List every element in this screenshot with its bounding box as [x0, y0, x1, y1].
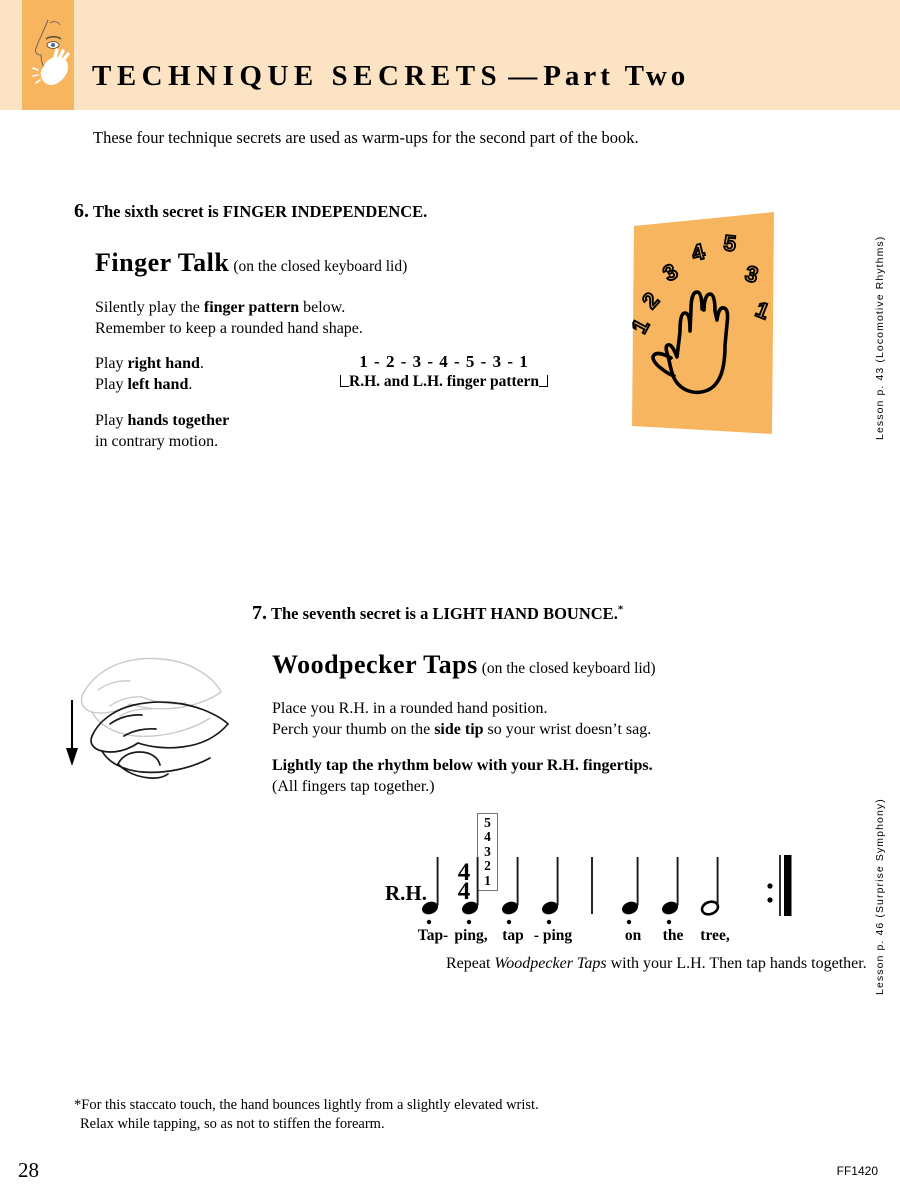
woodpecker-instruction-line-2: [272, 719, 651, 740]
note-7-half: [700, 857, 720, 916]
play-together-prefix: Play: [95, 412, 128, 429]
lyric-syllable: Tap-: [417, 927, 449, 944]
tap-rhythm-bold-text: Lightly tap the rhythm below with your R.H. fingertips.: [272, 757, 653, 774]
staccato-dot: [667, 920, 671, 924]
music-notation: [385, 805, 840, 955]
page-header: [0, 0, 900, 110]
woodpecker-tap-instructions: [272, 755, 653, 797]
notation-hand-label: R.H.: [385, 881, 427, 905]
instruction-text-c: below.: [299, 299, 346, 316]
note-5-quarter: [620, 857, 640, 924]
repeat-dot-upper: [767, 883, 772, 888]
instruction-text-a: Silently play the: [95, 299, 204, 316]
play-hands-together-line: [95, 410, 229, 431]
section-6-number: 6.: [74, 200, 89, 222]
fingering-digit-1: 1: [484, 872, 491, 888]
panel-number-4: 4: [689, 238, 708, 266]
repeat-dot-lower: [767, 897, 772, 902]
hand-bounce-drawing-icon: [58, 648, 263, 783]
fingering-digit-5: 5: [484, 815, 491, 830]
tap-rhythm-bold-line: [272, 755, 653, 776]
footnote-line-1: *For this staccato touch, the hand bounces lightly from a slightly elevated wrist.: [74, 1097, 539, 1113]
thumb-instruction-prefix: Perch your thumb on the: [272, 721, 435, 738]
repeat-suffix: with your L.H. Then tap hands together.: [606, 955, 867, 972]
play-hands-together-instruction: [95, 410, 229, 452]
note-1-quarter: [420, 857, 440, 924]
play-rh-prefix: Play: [95, 355, 128, 372]
woodpecker-taps-title-text: Woodpecker Taps: [272, 650, 478, 679]
staccato-dot: [547, 920, 551, 924]
staccato-dot: [427, 920, 431, 924]
time-signature-top: 4: [457, 859, 471, 886]
panel-number-1b: 1: [752, 296, 773, 325]
fingering-digit-4: 4: [484, 829, 491, 845]
contrary-motion-line: in contrary motion.: [95, 433, 219, 450]
play-lh-emphasis: left hand: [127, 376, 189, 393]
finger-talk-title-text: Finger Talk: [95, 248, 230, 277]
fingering-digit-2: 2: [484, 858, 491, 874]
section-6-heading-text: The sixth secret is FINGER INDEPENDENCE.: [93, 202, 428, 221]
finger-talk-instruction-line-2: Remember to keep a rounded hand shape.: [95, 320, 363, 337]
play-together-emphasis: hands together: [127, 412, 230, 429]
finger-pattern-emphasis: finger pattern: [203, 299, 300, 316]
lyric-syllable: on: [624, 927, 642, 944]
tap-rhythm-note-line: (All fingers tap together.): [272, 778, 435, 795]
side-label-lesson-46: Lesson p. 46 (Surprise Symphony): [874, 798, 886, 995]
section-6-heading: [74, 200, 427, 223]
finger-talk-subtitle: (on the closed keyboard lid): [233, 258, 408, 275]
catalog-number: FF1420: [836, 1164, 878, 1178]
staccato-dot: [467, 920, 471, 924]
play-lh-prefix: Play: [95, 376, 128, 393]
note-3-quarter: [500, 857, 520, 924]
finger-talk-title: [95, 248, 407, 278]
repeat-title-italic: Woodpecker Taps: [494, 955, 607, 972]
panel-number-3b: 3: [742, 260, 761, 288]
staccato-dot: [627, 920, 631, 924]
lyric-syllable: the: [662, 927, 684, 944]
page-title: [92, 60, 689, 93]
panel-number-3: 3: [658, 258, 683, 287]
finger-pattern-label-row: [328, 373, 560, 391]
time-signature-bottom: 4: [457, 878, 471, 905]
section-7-number: 7.: [252, 602, 267, 624]
play-rh-suffix: .: [199, 355, 204, 372]
panel-number-1: 1: [628, 314, 655, 338]
repeat-instruction: [446, 955, 867, 973]
intro-text: These four technique secrets are used as warm-ups for the second part of the book.: [93, 128, 639, 147]
note-2-quarter: [460, 857, 480, 924]
notation-staff: [385, 805, 840, 925]
woodpecker-instruction-line-1: Place you R.H. in a rounded hand position.: [272, 700, 548, 717]
notation-lyrics: [385, 927, 840, 949]
play-left-hand-line: [95, 374, 204, 395]
lyric-syllable: - ping: [533, 927, 573, 944]
finger-pattern-digits: 1 - 2 - 3 - 4 - 5 - 3 - 1: [359, 352, 529, 371]
lyric-syllable: ping,: [454, 927, 488, 944]
lyric-syllable: tree,: [700, 927, 730, 944]
repeat-thick-line: [784, 855, 792, 916]
bracket-right-icon: [539, 375, 548, 387]
footnote: [74, 1096, 539, 1134]
whisper-face-hand-icon: [22, 0, 74, 110]
woodpecker-taps-subtitle: (on the closed keyboard lid): [481, 660, 656, 677]
page-title-dash: —: [508, 60, 538, 92]
page-number: 28: [18, 1158, 39, 1182]
side-tip-emphasis: side tip: [434, 721, 484, 738]
thumb-instruction-suffix: so your wrist doesn’t sag.: [483, 721, 652, 738]
bracket-left-icon: [340, 375, 349, 387]
note-4-quarter: [540, 857, 560, 924]
lyric-syllable: tap: [502, 927, 524, 944]
side-label-lesson-43: Lesson p. 43 (Locomotive Rhythms): [874, 235, 886, 440]
footnote-marker: *: [617, 603, 624, 616]
page-title-part: Part Two: [543, 60, 690, 92]
section-7-heading-text: The seventh secret is a LIGHT HAND BOUNCE.: [271, 604, 618, 623]
panel-number-5: 5: [722, 230, 738, 257]
repeat-prefix: Repeat: [446, 955, 495, 972]
staccato-dot: [507, 920, 511, 924]
finger-talk-instruction-line-1: [95, 297, 363, 318]
finger-pattern-display: [328, 352, 560, 391]
section-7-heading: [252, 602, 623, 625]
page-title-main: TECHNIQUE SECRETS: [92, 60, 503, 92]
play-lh-suffix: .: [188, 376, 193, 393]
panel-number-2: 2: [637, 287, 664, 314]
woodpecker-instructions: [272, 698, 651, 740]
finger-talk-instructions: [95, 297, 363, 339]
fingering-digit-3: 3: [484, 843, 491, 859]
play-right-hand-line: [95, 353, 204, 374]
woodpecker-taps-title: [272, 650, 656, 680]
play-rh-emphasis: right hand: [127, 355, 200, 372]
note-6-quarter: [660, 857, 680, 924]
footnote-line-2: Relax while tapping, so as not to stiffen the forearm.: [80, 1116, 385, 1132]
finger-independence-illustration: [628, 212, 778, 442]
play-hand-instructions: [95, 353, 204, 395]
finger-pattern-label: R.H. and L.H. finger pattern: [349, 373, 540, 390]
